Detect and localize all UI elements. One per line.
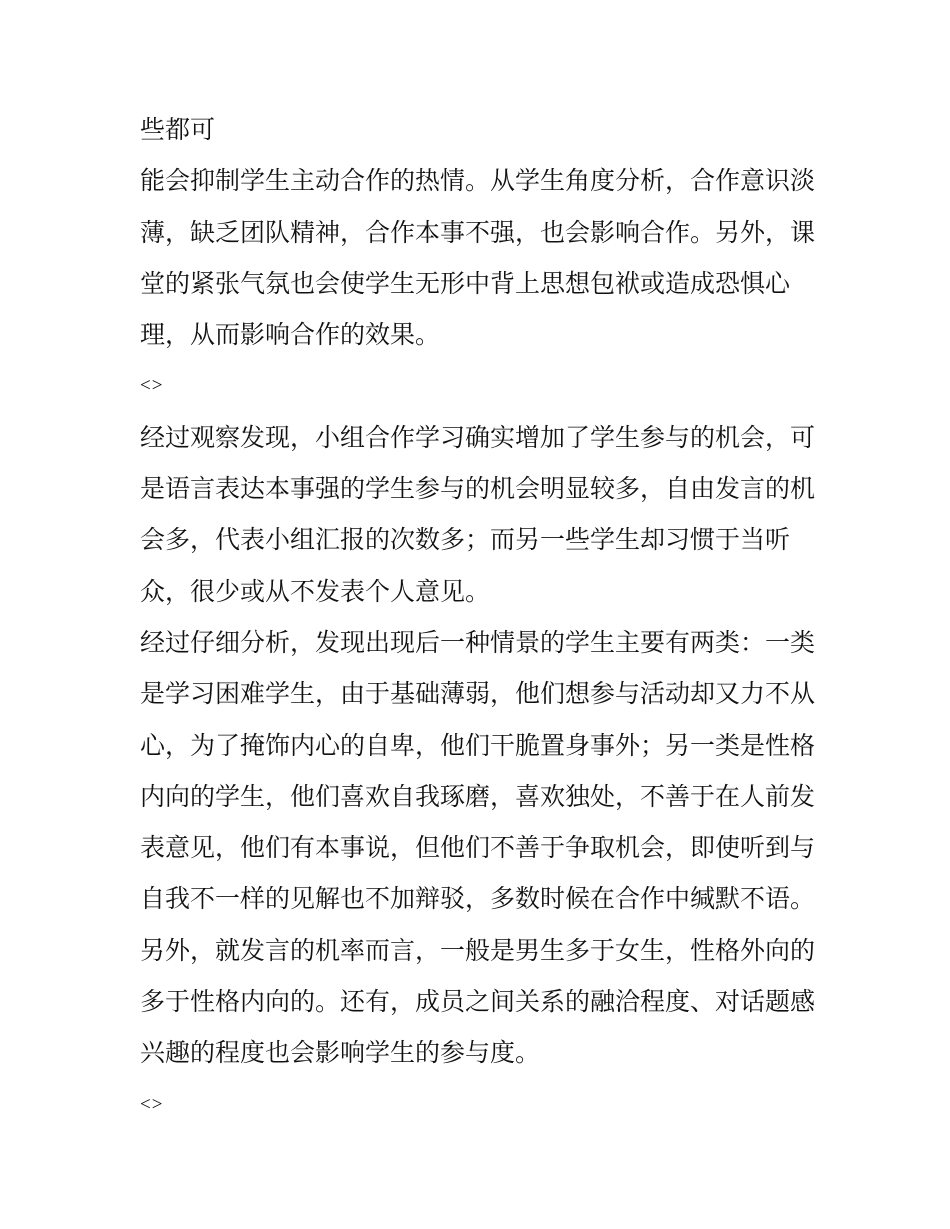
paragraph-cooperation-factors xyxy=(140,155,820,360)
text-line: 经过观察发现，小组合作学习确实增加了学生参与的机会，可 xyxy=(140,422,816,452)
marker-text: <> xyxy=(140,1093,164,1115)
section-marker xyxy=(140,1079,820,1130)
document-body xyxy=(140,104,820,1130)
text-line: 是学习困难学生，由于基础薄弱，他们想参与活动却又力不从 xyxy=(140,679,816,709)
text-line: 经过仔细分析，发现出现后一种情景的学生主要有两类：一类 xyxy=(140,627,816,657)
paragraph-analysis xyxy=(140,617,820,1079)
paragraph-fragment xyxy=(140,104,820,155)
text-line: 众，很少或从不发表个人意见。 xyxy=(140,576,491,606)
text-line: 能会抑制学生主动合作的热情。从学生角度分析，合作意识淡 xyxy=(140,166,816,196)
marker-text: <> xyxy=(140,375,164,397)
section-marker xyxy=(140,360,820,411)
text-line: 会多，代表小组汇报的次数多；而另一些学生却习惯于当听 xyxy=(140,525,791,555)
text-line: 薄，缺乏团队精神，合作本事不强，也会影响合作。另外，课 xyxy=(140,217,816,247)
text-line: 内向的学生，他们喜欢自我琢磨，喜欢独处，不善于在人前发 xyxy=(140,781,816,811)
text-line: 另外，就发言的机率而言，一般是男生多于女生，性格外向的 xyxy=(140,935,816,965)
text-line: 自我不一样的见解也不加辩驳，多数时候在合作中缄默不语。 xyxy=(140,884,816,914)
text-line: 表意见，他们有本事说，但他们不善于争取机会，即使听到与 xyxy=(140,833,816,863)
text-line: 堂的紧张气氛也会使学生无形中背上思想包袱或造成恐惧心 xyxy=(140,268,791,298)
text-line: 理，从而影响合作的效果。 xyxy=(140,320,441,350)
text-line: 是语言表达本事强的学生参与的机会明显较多，自由发言的机 xyxy=(140,474,816,504)
text-line: 心，为了掩饰内心的自卑，他们干脆置身事外；另一类是性格 xyxy=(140,730,816,760)
text-line: 兴趣的程度也会影响学生的参与度。 xyxy=(140,1038,541,1068)
text-line: 多于性格内向的。还有，成员之间关系的融洽程度、对话题感 xyxy=(140,987,816,1017)
text-line: 些都可 xyxy=(140,115,216,144)
paragraph-observation xyxy=(140,412,820,617)
